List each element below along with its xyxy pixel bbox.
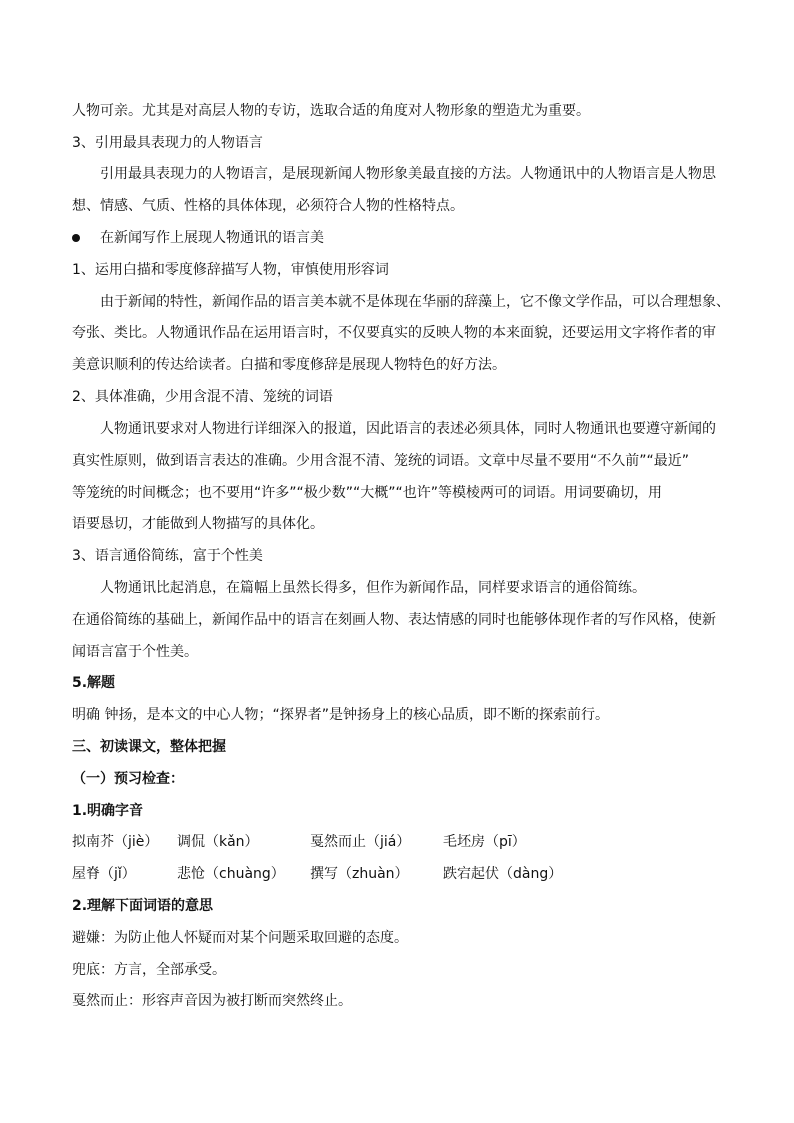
section-heading: 三、初读课文，整体把握 [72,739,226,755]
pinyin-item: 毛坯房（pī） [443,834,526,850]
text-line: 由于新闻的特性，新闻作品的语言美本就不是体现在华丽的辞藻上，它不像文学作品，可以合理想象、 [100,294,730,310]
section-heading: 2.理解下面词语的意思 [72,898,214,914]
text-line: 闻语言富于个性美。 [72,644,198,660]
subheading: 2、具体准确，少用含混不清、笼统的词语 [72,389,333,405]
text-line: 想、情感、气质、性格的具体体现，必须符合人物的性格特点。 [72,198,464,214]
pinyin-item: 屋脊（jǐ） [72,866,136,882]
pinyin-item: 悲怆（chuàng） [177,866,285,882]
text-line: 避嫌：为防止他人怀疑而对某个问题采取回避的态度。 [72,930,408,946]
subheading: 3、语言通俗简练，富于个性美 [72,548,263,564]
text-line: 戛然而止：形容声音因为被打断而突然终止。 [72,993,352,1009]
text-line: 人物通讯要求对人物进行详细深入的报道，因此语言的表述必须具体，同时人物通讯也要遵守新闻的 [100,421,716,437]
section-heading: 5.解题 [72,675,116,691]
pinyin-item: 戛然而止（jiá） [310,834,411,850]
pinyin-item: 调侃（kǎn） [177,834,259,850]
text-line: 兜底：方言，全部承受。 [72,962,226,978]
text-line: 夸张、类比。人物通讯作品在运用语言时，不仅要真实的反映人物的本来面貌，还要运用文字将作者的审 [72,325,716,341]
text-line: 语要恳切，才能做到人物描写的具体化。 [72,516,324,532]
subheading: 3、引用最具表现力的人物语言 [72,135,263,151]
text-line: 人物可亲。尤其是对高层人物的专访，选取合适的角度对人物形象的塑造尤为重要。 [72,103,590,119]
section-heading: （一）预习检查： [72,771,184,787]
text-line: 等笼统的时间概念；也不要用“许多”“极少数”“大概”“也许”等模棱两可的词语。用词要确切，用 [72,485,663,501]
subheading: 1、运用白描和零度修辞描写人物，审慎使用形容词 [72,262,389,278]
text-line: 在通俗简练的基础上，新闻作品中的语言在刻画人物、表达情感的同时也能够体现作者的写作风格，使新 [72,612,716,628]
section-heading: 1.明确字音 [72,803,144,819]
pinyin-item: 跌宕起伏（dàng） [443,866,563,882]
bullet-heading: 在新闻写作上展现人物通讯的语言美 [100,230,324,246]
text-line: 明确 钟扬，是本文的中心人物；“探界者”是钟扬身上的核心品质，即不断的探索前行。 [72,707,609,723]
pinyin-item: 撰写（zhuàn） [310,866,409,882]
text-line: 引用最具表现力的人物语言，是展现新闻人物形象美最直接的方法。人物通讯中的人物语言是人物思 [100,166,716,182]
text-line: 人物通讯比起消息，在篇幅上虽然长得多，但作为新闻作品，同样要求语言的通俗简练。 [100,580,646,596]
text-line: 真实性原则，做到语言表达的准确。少用含混不清、笼统的词语。文章中尽量不要用“不久前”“最近” [72,453,690,469]
text-line: 美意识顺利的传达给读者。白描和零度修辞是展现人物特色的好方法。 [72,357,506,373]
bullet-dot [72,234,80,242]
pinyin-item: 拟南芥（jiè） [72,834,159,850]
